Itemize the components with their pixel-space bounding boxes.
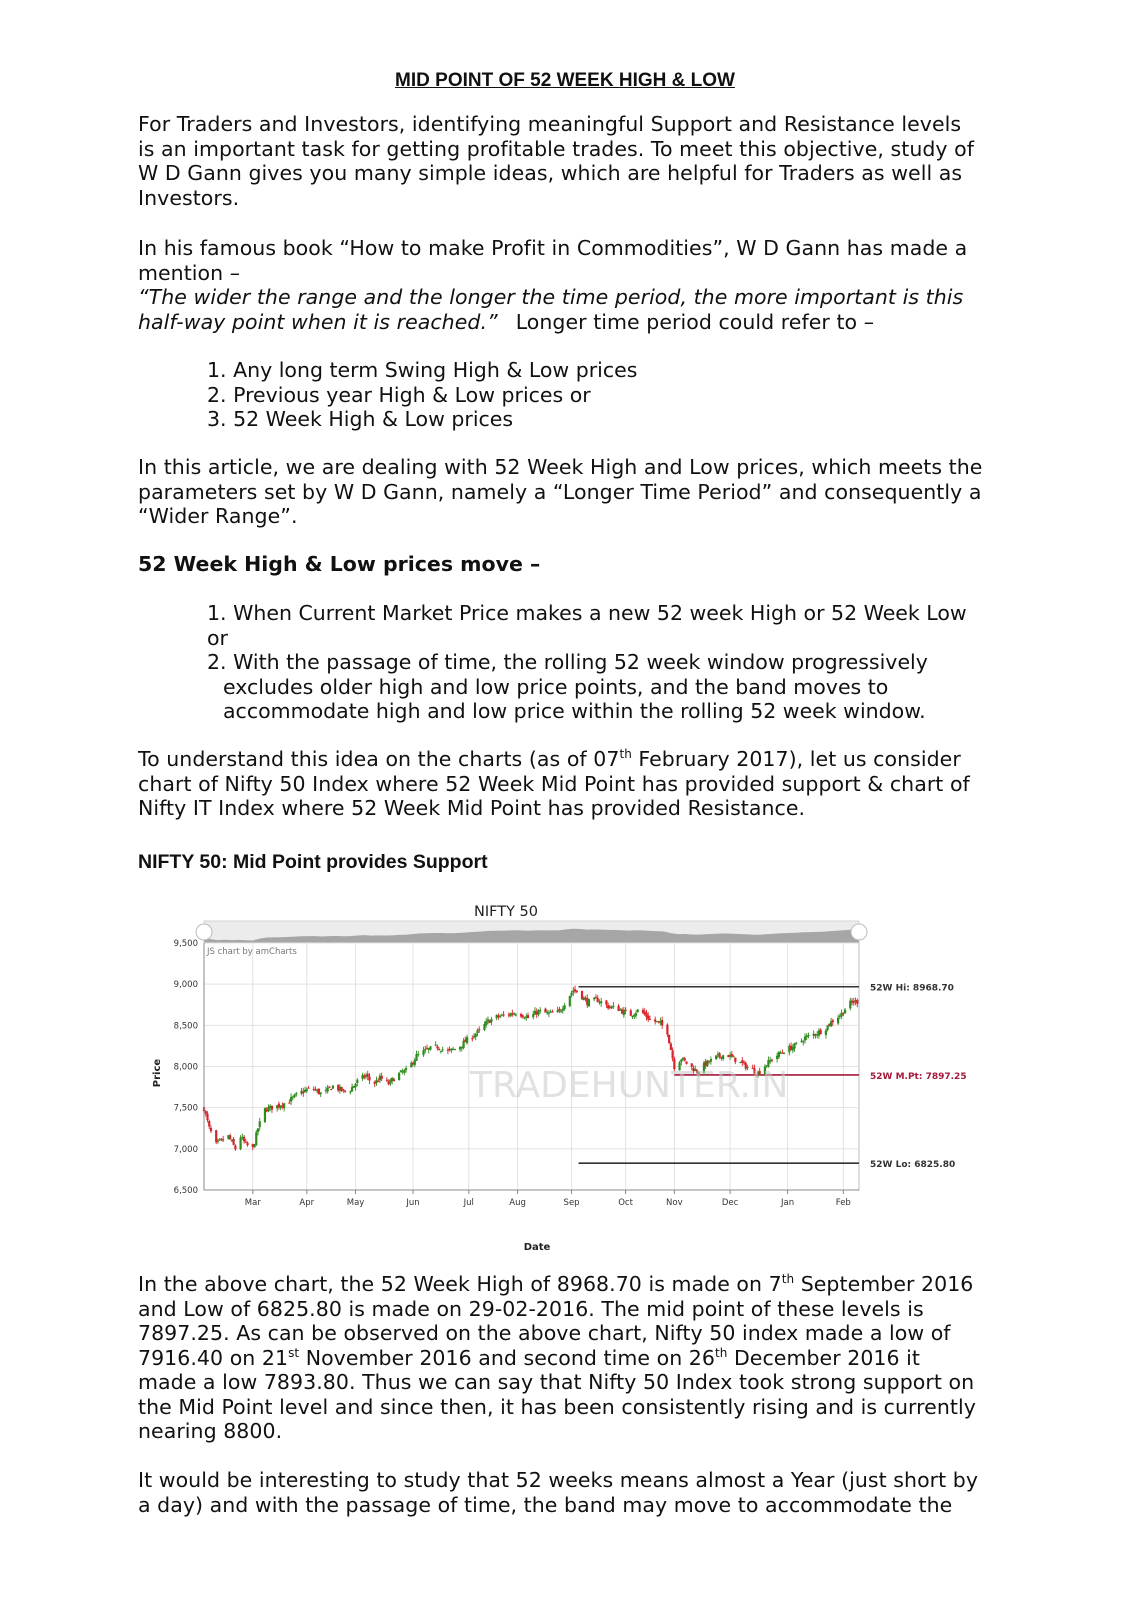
- x-tick-label: Aug: [509, 1198, 526, 1208]
- candle-body: [471, 1038, 473, 1039]
- superscript: th: [714, 1345, 728, 1360]
- candle-body: [612, 1006, 614, 1007]
- understand-line: chart of Nifty 50 Index where 52 Week Mid Point has provided support & chart of: [138, 771, 970, 796]
- candle-body: [522, 1015, 524, 1017]
- candle-body: [523, 1018, 525, 1019]
- candle-body: [722, 1055, 724, 1059]
- candle-body: [206, 1114, 208, 1121]
- candle-body: [438, 1049, 440, 1050]
- candle-body: [551, 1011, 553, 1012]
- candle-body: [293, 1095, 295, 1097]
- candle-body: [670, 1044, 672, 1050]
- candle-body: [490, 1019, 492, 1022]
- move-list: [207, 601, 997, 724]
- analysis-line: made a low 7893.80. Thus we can say that Nifty 50 Index took strong support on: [138, 1370, 975, 1394]
- candle-body: [351, 1087, 353, 1091]
- candle-body: [680, 1060, 682, 1062]
- candle-body: [503, 1015, 505, 1016]
- candle-body: [793, 1043, 795, 1048]
- candle-body: [330, 1089, 332, 1090]
- candle-body: [342, 1089, 344, 1090]
- candle-body: [607, 1005, 609, 1008]
- list-item: 1. Any long term Swing High & Low prices: [207, 358, 638, 382]
- candle-body: [570, 993, 572, 996]
- candle-body: [386, 1080, 388, 1081]
- candle-body: [548, 1013, 550, 1014]
- candle-body: [436, 1046, 438, 1048]
- gann-tail-text: Longer time period could refer to –: [515, 309, 874, 334]
- y-tick-label: 7,000: [173, 1144, 198, 1155]
- y-tick-label: 6,500: [173, 1186, 198, 1196]
- candle-body: [442, 1049, 444, 1050]
- candle-body: [440, 1051, 442, 1052]
- page-title: MID POINT OF 52 WEEK HIGH & LOW: [395, 70, 735, 91]
- candle-body: [377, 1081, 379, 1082]
- x-tick-label: Jan: [781, 1198, 795, 1208]
- candle-body: [215, 1130, 217, 1142]
- candle-body: [649, 1019, 651, 1020]
- intro-line: W D Gann gives you many simple ideas, which are helpful for Traders as well as: [138, 161, 963, 185]
- article-line: In this article, we are dealing with 52 Week High and Low prices, which meets the: [138, 455, 983, 479]
- candle-body: [630, 1010, 632, 1015]
- x-tick-label: Feb: [835, 1198, 851, 1208]
- intro-line: Investors.: [138, 185, 240, 210]
- candle-body: [560, 1011, 562, 1012]
- candle-body: [320, 1092, 322, 1094]
- candle-body: [844, 1010, 846, 1014]
- closing-line: a day) and with the passage of time, the band may move to accommodate the: [138, 1492, 953, 1517]
- y-tick-label: 9,500: [173, 939, 198, 949]
- candle-body: [743, 1062, 745, 1063]
- candle-body: [605, 1001, 607, 1005]
- intro-line: For Traders and Investors, identifying meaningful Support and Resistance levels: [138, 112, 962, 136]
- candle-body: [515, 1015, 517, 1016]
- text-run: February 2017), let us consider: [631, 747, 961, 771]
- candle-body: [732, 1056, 734, 1057]
- article-paragraph: [138, 455, 1000, 529]
- candle-body: [398, 1073, 400, 1080]
- list-item-continuation: or: [207, 625, 228, 650]
- article-line: “Wider Range”.: [138, 504, 298, 528]
- candle-body: [405, 1068, 407, 1070]
- candle-body: [295, 1093, 297, 1094]
- candle-body: [349, 1091, 351, 1092]
- gann-quote-line: “The wider the range and the longer the time period, the more important is this: [138, 285, 964, 309]
- list-item: 1. When Current Market Price makes a new 52 week High or 52 Week Low: [207, 601, 967, 625]
- understand-line: Nifty IT Index where 52 Week Mid Point has provided Resistance.: [138, 796, 806, 820]
- candle-body: [255, 1132, 257, 1145]
- candle-body: [208, 1121, 210, 1126]
- candle-body: [635, 1013, 637, 1016]
- candle-body: [820, 1030, 822, 1034]
- list-item-continuation: excludes older high and low price points, and the band moves to: [223, 674, 889, 699]
- scrollbar-left-grip[interactable]: [196, 924, 212, 940]
- candle-body: [271, 1106, 273, 1110]
- understand-paragraph: [138, 747, 1000, 821]
- candle-body: [637, 1010, 639, 1012]
- candle-body: [205, 1111, 207, 1113]
- candle-body: [588, 999, 590, 1006]
- chart-watermark: TRADEHUNTER.IN: [470, 1065, 789, 1106]
- candle-body: [259, 1121, 261, 1127]
- text-run: To understand this idea on the charts (as of 07: [138, 747, 620, 771]
- y-tick-label: 9,000: [173, 980, 198, 991]
- level-label: 52W Hi: 8968.70: [870, 983, 954, 994]
- candle-body: [283, 1103, 285, 1108]
- x-tick-label: Oct: [618, 1198, 633, 1208]
- candle-body: [856, 1000, 858, 1004]
- text-run: December 2016 it: [727, 1345, 921, 1370]
- candle-body: [327, 1088, 329, 1092]
- candle-body: [684, 1058, 686, 1060]
- candle-body: [290, 1097, 292, 1101]
- superscript: st: [288, 1345, 300, 1360]
- y-tick-label: 8,500: [173, 1021, 198, 1032]
- candle-body: [527, 1015, 529, 1018]
- candle-body: [368, 1077, 370, 1081]
- candle-body: [332, 1086, 334, 1089]
- gann-quote-end: half-way point when it is reached.”: [138, 309, 498, 334]
- candle-body: [393, 1079, 395, 1081]
- candle-body: [837, 1018, 839, 1024]
- candle-body: [807, 1035, 809, 1036]
- candle-body: [234, 1146, 236, 1150]
- period-list: [207, 358, 997, 432]
- candle-body: [668, 1035, 670, 1043]
- text-run: 7916.40 on 21: [138, 1345, 289, 1370]
- text-run: November 2016 and second time on 26: [299, 1345, 715, 1370]
- candle-body: [424, 1049, 426, 1050]
- candle-body: [239, 1137, 241, 1149]
- closing-paragraph: [138, 1468, 1000, 1517]
- x-axis-label: Date: [523, 1242, 551, 1253]
- candle-body: [647, 1016, 649, 1020]
- x-tick-label: Jul: [463, 1198, 474, 1208]
- candle-body: [243, 1137, 245, 1141]
- candle-body: [217, 1141, 219, 1142]
- section-heading: 52 Week High & Low prices move –: [138, 552, 541, 576]
- x-tick-label: Mar: [244, 1198, 261, 1208]
- y-tick-label: 8,000: [173, 1062, 198, 1073]
- closing-line: It would be interesting to study that 52 weeks means almost a Year (just short by: [138, 1468, 979, 1492]
- analysis-line: and Low of 6825.80 is made on 29-02-2016. The mid point of these levels is: [138, 1296, 924, 1321]
- superscript: th: [781, 1272, 795, 1286]
- candle-body: [832, 1020, 834, 1022]
- y-tick-label: 7,500: [173, 1103, 198, 1114]
- list-item: 2. Previous year High & Low prices or: [207, 382, 591, 407]
- candle-body: [666, 1025, 668, 1035]
- candle-body: [381, 1076, 383, 1079]
- candle-body: [229, 1135, 231, 1139]
- candle-body: [429, 1046, 431, 1049]
- candle-body: [661, 1020, 663, 1025]
- article-line: parameters set by W D Gann, namely a “Longer Time Period” and consequently a: [138, 479, 982, 504]
- list-item: 3. 52 Week High & Low prices: [207, 407, 514, 431]
- candle-body: [422, 1050, 424, 1055]
- x-tick-label: Apr: [299, 1198, 315, 1208]
- x-tick-label: Nov: [666, 1198, 683, 1208]
- candle-body: [478, 1029, 480, 1030]
- candle-body: [731, 1054, 733, 1056]
- candle-body: [558, 1009, 560, 1011]
- gann-line: mention –: [138, 260, 241, 285]
- candle-body: [344, 1091, 346, 1092]
- candle-body: [222, 1139, 224, 1140]
- candle-body: [233, 1139, 235, 1145]
- level-label: 52W M.Pt: 7897.25: [870, 1071, 967, 1082]
- level-label: 52W Lo: 6825.80: [870, 1160, 956, 1171]
- understand-line: [138, 747, 1000, 772]
- candle-body: [597, 998, 599, 1002]
- list-item: 2. With the passage of time, the rolling 52 week window progressively: [207, 650, 928, 674]
- candle-body: [466, 1037, 468, 1043]
- candle-body: [246, 1143, 248, 1146]
- text-run: In the above chart, the 52 Week High of 8968.70 is made on 7: [138, 1272, 782, 1296]
- gann-quote-tail-line: [138, 310, 1000, 335]
- analysis-line: [138, 1272, 1000, 1297]
- candle-body: [569, 996, 571, 1006]
- nifty-candlestick-chart: [140, 895, 980, 1260]
- candle-body: [356, 1080, 358, 1083]
- candle-body: [435, 1045, 437, 1046]
- candle-body: [210, 1128, 212, 1131]
- x-tick-label: Jun: [406, 1198, 420, 1208]
- gann-line: In his famous book “How to make Profit in Commodities”, W D Gann has made a: [138, 236, 968, 260]
- candle-body: [576, 991, 578, 993]
- candle-body: [600, 1001, 602, 1003]
- candle-body: [795, 1043, 797, 1044]
- candle-body: [685, 1061, 687, 1063]
- candle-body: [734, 1058, 736, 1063]
- candle-body: [476, 1030, 478, 1033]
- x-tick-label: Dec: [721, 1198, 739, 1208]
- chart-scrollbar[interactable]: [196, 921, 867, 943]
- candle-body: [827, 1025, 829, 1030]
- candle-body: [257, 1128, 259, 1131]
- candle-body: [539, 1010, 541, 1011]
- candle-body: [783, 1053, 785, 1054]
- candle-body: [245, 1142, 247, 1143]
- gann-paragraph: [138, 236, 1000, 334]
- candle-body: [825, 1030, 827, 1034]
- candle-body: [403, 1070, 405, 1073]
- candle-body: [715, 1055, 717, 1059]
- candle-body: [367, 1074, 369, 1077]
- analysis-line: 7897.25. As can be observed on the above chart, Nifty 50 index made a low of: [138, 1321, 951, 1345]
- candle-body: [307, 1088, 309, 1089]
- candle-body: [288, 1103, 290, 1104]
- candle-body: [475, 1034, 477, 1037]
- candle-body: [415, 1054, 417, 1061]
- chart-caption: NIFTY 50: Mid Point provides Support: [138, 851, 488, 873]
- candle-body: [354, 1084, 356, 1087]
- intro-line: is an important task for getting profitable trades. To meet this objective, study of: [138, 136, 975, 161]
- candle-body: [802, 1041, 804, 1042]
- candle-body: [544, 1009, 546, 1013]
- analysis-line: the Mid Point level and since then, it has been consistently rising and is currently: [138, 1394, 976, 1419]
- candle-body: [672, 1050, 674, 1058]
- candle-body: [485, 1021, 487, 1025]
- candle-body: [719, 1053, 721, 1057]
- list-item-continuation: accommodate high and low price within the rolling 52 week window.: [223, 699, 926, 723]
- text-run: September 2016: [794, 1272, 974, 1296]
- candle-body: [710, 1059, 712, 1062]
- candle-body: [328, 1086, 330, 1087]
- candle-body: [830, 1021, 832, 1026]
- analysis-paragraph: [138, 1272, 1000, 1444]
- candle-body: [624, 1010, 626, 1011]
- analysis-line: nearing 8800.: [138, 1419, 283, 1443]
- candle-body: [454, 1049, 456, 1050]
- candle-body: [563, 1005, 565, 1009]
- y-axis-label: Price: [152, 1058, 163, 1088]
- analysis-line: [138, 1346, 1000, 1371]
- candle-body: [306, 1089, 308, 1091]
- x-tick-label: May: [346, 1198, 365, 1208]
- x-tick-label: Sep: [563, 1198, 580, 1208]
- superscript: th: [619, 747, 632, 761]
- candle-body: [417, 1054, 419, 1055]
- candle-body: [778, 1052, 780, 1057]
- candle-body: [771, 1060, 773, 1061]
- candle-body: [499, 1016, 501, 1017]
- scrollbar-right-grip[interactable]: [851, 924, 867, 940]
- intro-paragraph: [138, 112, 1000, 210]
- chart-credit: JS chart by amCharts: [207, 947, 297, 957]
- chart-title: NIFTY 50: [474, 904, 538, 920]
